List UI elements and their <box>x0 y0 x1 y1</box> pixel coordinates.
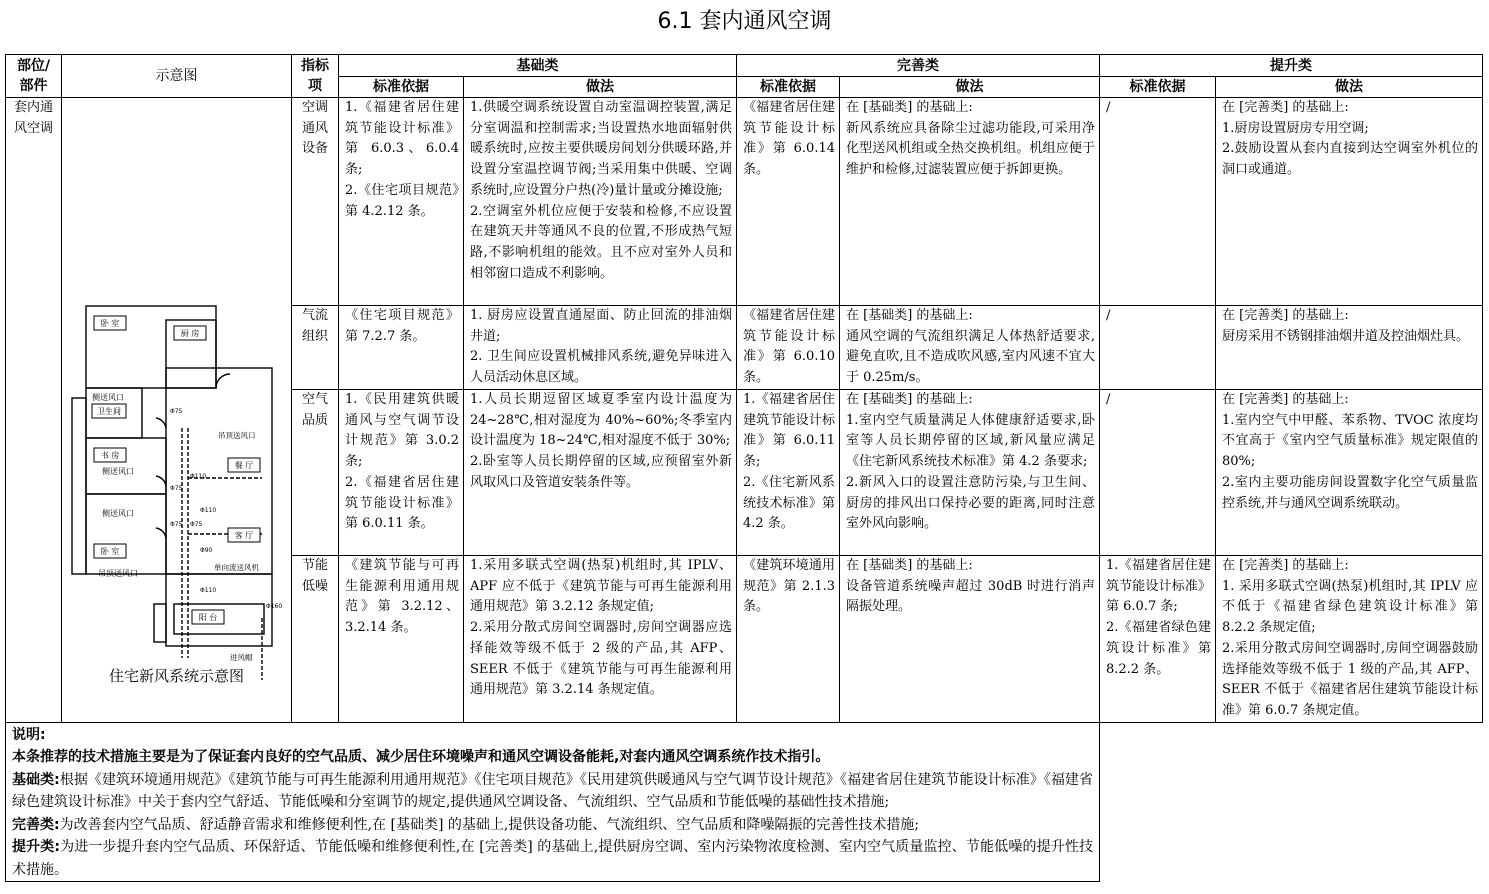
cell-paragraph: 《福建省居住建筑节能设计标准》第 6.0.14 条。 <box>743 100 835 178</box>
indicator-line: 通风 <box>301 120 328 136</box>
cell-paragraph: 2.《住宅新风系统技术标准》第 4.2 条。 <box>743 474 835 532</box>
cell-paragraph: 2.采用分散式房间空调器时,房间空调器鼓励选择能效等级不低于 1 级的产品,其 AFP、SEER 不低于《福建省居住建筑节能设计标准》第 6.0.7 条规定值。 <box>1222 640 1478 718</box>
cell-paragraph: 1.《福建省居住建筑节能设计标准》第 6.0.3、6.0.4 条; <box>345 100 459 178</box>
improve-method-cell <box>840 306 1100 390</box>
room-study: 书 房 <box>100 451 120 460</box>
cell-paragraph: 1.厨房设置厨房专用空调; <box>1222 120 1369 136</box>
label-d90: Φ90 <box>200 547 213 554</box>
improve-method-cell <box>840 390 1100 556</box>
indicator-line: 品质 <box>301 412 328 428</box>
label-d75b: Φ75 <box>170 485 183 492</box>
notes-upgrade-label: 提升类: <box>12 839 61 856</box>
door-arc-3 <box>156 476 166 486</box>
cell-paragraph: 在 [完善类] 的基础上: <box>1222 100 1349 115</box>
basic-method-cell <box>464 556 737 723</box>
indicator-line: 空气 <box>301 392 328 407</box>
cell-paragraph: 在 [基础类] 的基础上: <box>846 392 973 407</box>
cell-paragraph: 设备管道系统噪声超过 30dB 时进行消声隔振处理。 <box>846 578 1095 615</box>
cell-paragraph: 2.鼓励设置从套内直接到达空调室外机位的洞口或通道。 <box>1222 141 1478 178</box>
spec-table <box>5 54 1483 882</box>
basic-basis-cell <box>339 556 464 723</box>
cell-paragraph: 2.《住宅项目规范》第 4.2.12 条。 <box>345 182 459 219</box>
cell-paragraph: 1.采用多联式空调(热泵)机组时,其 IPLV、APF 应不低于《建筑节能与可再生能源利用通用规范》第 3.2.12 条规定值; <box>470 558 732 615</box>
upgrade-basis-cell <box>1100 306 1216 390</box>
indicator-label <box>292 556 339 723</box>
door-arc-2 <box>156 418 166 428</box>
label-d110a: Φ110 <box>190 473 207 480</box>
cell-paragraph: 2.卧室等人员长期停留的区域,应预留室外新风取风口及管道安装条件等。 <box>470 454 732 490</box>
improve-basis-cell <box>737 556 840 723</box>
diagram-cell <box>62 98 292 723</box>
cell-paragraph: / <box>1106 392 1111 407</box>
basic-basis-cell <box>339 390 464 556</box>
label-d160: Φ160 <box>266 603 283 610</box>
upgrade-basis-cell <box>1100 98 1216 306</box>
upgrade-method-cell <box>1216 556 1483 723</box>
label-ceiling-vent-2: 吊顶送风口 <box>98 569 138 578</box>
basic-method-cell <box>464 390 737 556</box>
upgrade-method-cell <box>1216 98 1483 306</box>
improve-basis-cell <box>737 390 840 556</box>
notes <box>6 723 1099 882</box>
cell-paragraph: 新风系统应具备除尘过滤功能段,可采用净化型送风机组或全热交换机组。机组应便于维护和检修,过滤装置应便于拆卸更换。 <box>846 120 1095 178</box>
cell-paragraph: / <box>1106 100 1111 115</box>
room-bedroom1: 卧 室 <box>100 319 120 328</box>
door-arc-1 <box>216 374 230 388</box>
label-d75a: Φ75 <box>170 408 183 415</box>
header-upgrade-method: 做法 <box>1216 77 1483 98</box>
indicator-line: 气流 <box>301 308 328 323</box>
label-side-vent-3: 侧送风口 <box>102 509 134 518</box>
notes-heading: 说明: <box>12 726 46 743</box>
label-d110c: Φ110 <box>200 587 217 594</box>
room-dining: 餐 厅 <box>234 461 254 470</box>
indicator-line: 空调 <box>301 100 328 115</box>
room-balcony: 阳 台 <box>198 613 218 622</box>
basic-method-cell <box>464 306 737 390</box>
improve-basis-cell <box>737 306 840 390</box>
wall-study <box>86 438 166 494</box>
door-arc-4 <box>156 528 166 538</box>
cell-paragraph: 1.人员长期逗留区域夏季室内设计温度为 24~28℃,相对湿度为 40%~60%;冬季室内设计温度为 18~24℃,相对湿度不低于 30%; <box>470 392 732 449</box>
wall-bedroom2 <box>86 494 166 574</box>
cell-paragraph: 在 [基础类] 的基础上: <box>846 100 973 115</box>
cell-paragraph: 《住宅项目规范》第 7.2.7 条。 <box>345 308 459 344</box>
upgrade-method-cell <box>1216 390 1483 556</box>
upgrade-basis-cell <box>1100 390 1216 556</box>
label-side-vent-1: 侧送风口 <box>92 393 124 402</box>
header-upgrade: 提升类 <box>1100 55 1483 77</box>
label-d110b: Φ110 <box>200 507 217 514</box>
cell-paragraph: 通风空调的气流组织满足人体热舒适要求,避免直吹,且不造成吹风感,室内风速不宜大于 0.25m/s。 <box>846 328 1095 386</box>
cell-paragraph: 在 [基础类] 的基础上: <box>846 308 973 323</box>
cell-paragraph: 在 [完善类] 的基础上: <box>1222 392 1349 407</box>
cell-paragraph: 1.《福建省居住建筑节能设计标准》第 6.0.11 条; <box>743 392 835 470</box>
cell-paragraph: 2. 卫生间应设置机械排风系统,避免异味进入人员活动休息区域。 <box>470 349 732 386</box>
cell-paragraph: 1.供暖空调系统设置自动室温调控装置,满足分室调温和控制需求;当设置热水地面辐射供暖系统时,应按主要供暖房间划分供暖环路,并设置分室温控调节阀;当采用集中供暖、空调系统时,应设置分户热(冷)量计量或分摊设施; <box>470 100 732 198</box>
basic-basis-cell <box>339 98 464 306</box>
header-improve-method: 做法 <box>840 77 1100 98</box>
label-side-vent-2: 侧送风口 <box>102 467 134 476</box>
header-improve: 完善类 <box>737 55 1100 77</box>
notes-intro: 本条推荐的技术措施主要是为了保证套内良好的空气品质、减少居住环境噪声和通风空调设备能耗,对套内通风空调系统作技术指引。 <box>12 749 830 766</box>
indicator-label <box>292 390 339 556</box>
cell-paragraph: 在 [完善类] 的基础上: <box>1222 308 1349 323</box>
header-basic: 基础类 <box>339 55 737 77</box>
indicator-line: 组织 <box>301 328 328 344</box>
cell-paragraph: 2.采用分散式房间空调器时,房间空调器应选择能效等级不低于 2 级的产品,其 AFP、SEER 不低于《建筑节能与可再生能源利用通用规范》第 3.2.14 条规定值。 <box>470 620 732 698</box>
label-d75c: Φ75 <box>170 521 183 528</box>
cell-paragraph: 2.室内主要功能房间设置数字化空气质量监控系统,并与通风空调系统联动。 <box>1222 474 1478 511</box>
cell-paragraph: 1.室内空气质量满足人体健康舒适要求,卧室等人员长期停留的区域,新风量应满足《住宅新风系统技术标准》第 4.2 条要求; <box>846 412 1095 470</box>
basic-basis-cell <box>339 306 464 390</box>
cell-paragraph: 2.《福建省居住建筑节能设计标准》第 6.0.11 条。 <box>345 474 459 532</box>
room-bedroom2: 卧 室 <box>100 547 120 556</box>
indicator-label <box>292 306 339 390</box>
cell-paragraph: 在 [完善类] 的基础上: <box>1222 558 1349 573</box>
indicator-line: 低噪 <box>301 578 328 594</box>
indicator-line: 设备 <box>301 141 328 157</box>
indicator-label <box>292 98 339 306</box>
improve-basis-cell <box>737 98 840 306</box>
room-bathroom: 卫生间 <box>97 407 121 416</box>
notes-basic-label: 基础类: <box>12 771 60 788</box>
label-unit: 单向流送风机 <box>214 563 259 572</box>
cell-paragraph: 1. 采用多联式空调(热泵)机组时,其 IPLV 应不低于《福建省绿色建筑设计标准》第 8.2.2 条规定值; <box>1222 578 1478 636</box>
upgrade-basis-cell <box>1100 556 1216 723</box>
room-living: 客 厅 <box>234 531 254 540</box>
label-intake: 进风帽 <box>230 653 253 662</box>
label-d75d: Φ75 <box>190 521 203 528</box>
header-improve-basis: 标准依据 <box>737 77 840 98</box>
header-basic-method: 做法 <box>464 77 737 98</box>
header-basic-basis: 标准依据 <box>339 77 464 98</box>
notes-upgrade-text: 为进一步提升套内空气品质、环保舒适、节能低噪和维修便利性,在 [完善类] 的基础上,提供厨房空调、室内污染物浓度检测、室内空气质量监控、节能低噪的提升性技术措施。 <box>12 839 1093 878</box>
section-label: 套内通风空调 <box>6 98 62 723</box>
label-ceiling-vent-1: 吊顶送风口 <box>218 431 256 440</box>
header-diagram: 示意图 <box>62 55 292 98</box>
cell-paragraph: 《福建省居住建筑节能设计标准》第 6.0.10 条。 <box>743 308 835 386</box>
cell-paragraph: 2.空调室外机位应便于安装和检修,不应设置在建筑天井等通风不良的位置,不形成热气短路,不影响机组的能效。且不应对室外人员和相邻窗口造成不利影响。 <box>470 203 732 281</box>
header-upgrade-basis: 标准依据 <box>1100 77 1216 98</box>
improve-method-cell <box>840 98 1100 306</box>
notes-basic-text: 根据《建筑环境通用规范》《建筑节能与可再生能源利用通用规范》《住宅项目规范》《民用建筑供暖通风与空气调节设计规范》《福建省居住建筑节能设计标准》《福建省绿色建筑设计标准》中关于套内空气舒适、节能低噪和分室调节的规定,提供通风空调设备、气流组织、空气品质和节能低噪的基础性技术措施; <box>12 771 1093 811</box>
upgrade-method-cell <box>1216 306 1483 390</box>
cell-paragraph: 1.《民用建筑供暖通风与空气调节设计规范》第 3.0.2 条; <box>345 392 459 470</box>
header-indicator: 指标项 <box>292 55 339 98</box>
cell-paragraph: 2.新风入口的设置注意防污染,与卫生间、厨房的排风出口保持必要的距离,同时注意室外风向影响。 <box>846 474 1095 532</box>
improve-method-cell <box>840 556 1100 723</box>
cell-paragraph: 厨房采用不锈钢排油烟井道及控油烟灶具。 <box>1222 328 1470 344</box>
cell-paragraph: 1.室内空气中甲醛、苯系物、TVOC 浓度均不宜高于《室内空气质量标准》规定限值的 80%; <box>1222 412 1478 470</box>
room-kitchen: 厨 房 <box>180 329 200 338</box>
cell-paragraph: / <box>1106 308 1111 323</box>
notes-improve-label: 完善类: <box>12 816 60 833</box>
header-part: 部位/部件 <box>6 55 62 98</box>
cell-paragraph: 在 [基础类] 的基础上: <box>846 558 973 573</box>
table-row <box>6 98 1483 306</box>
cell-paragraph: 1. 厨房应设置直通屋面、防止回流的排油烟井道; <box>470 308 732 344</box>
indicator-line: 节能 <box>301 558 328 573</box>
wall-side-lower <box>154 604 166 642</box>
cell-paragraph: 2.《福建省绿色建筑设计标准》第 8.2.2 条。 <box>1106 620 1211 677</box>
page-title: 6.1 套内通风空调 <box>657 9 832 34</box>
cell-paragraph: 1.《福建省居住建筑节能设计标准》第 6.0.7 条; <box>1106 558 1211 615</box>
diagram-caption: 住宅新风系统示意图 <box>108 667 244 685</box>
cell-paragraph: 《建筑节能与可再生能源利用通用规范》第 3.2.12、3.2.14 条。 <box>345 558 459 636</box>
notes-cell <box>6 722 1100 882</box>
floor-plan-diagram <box>62 98 292 688</box>
cell-paragraph: 《建筑环境通用规范》第 2.1.3 条。 <box>743 558 835 615</box>
wall-side-window <box>72 398 86 574</box>
basic-method-cell <box>464 98 737 306</box>
notes-improve-text: 为改善套内空气品质、舒适静音需求和维修便利性,在 [基础类] 的基础上,提供设备功能、气流组织、空气品质和降噪隔振的完善性技术措施; <box>59 816 920 833</box>
